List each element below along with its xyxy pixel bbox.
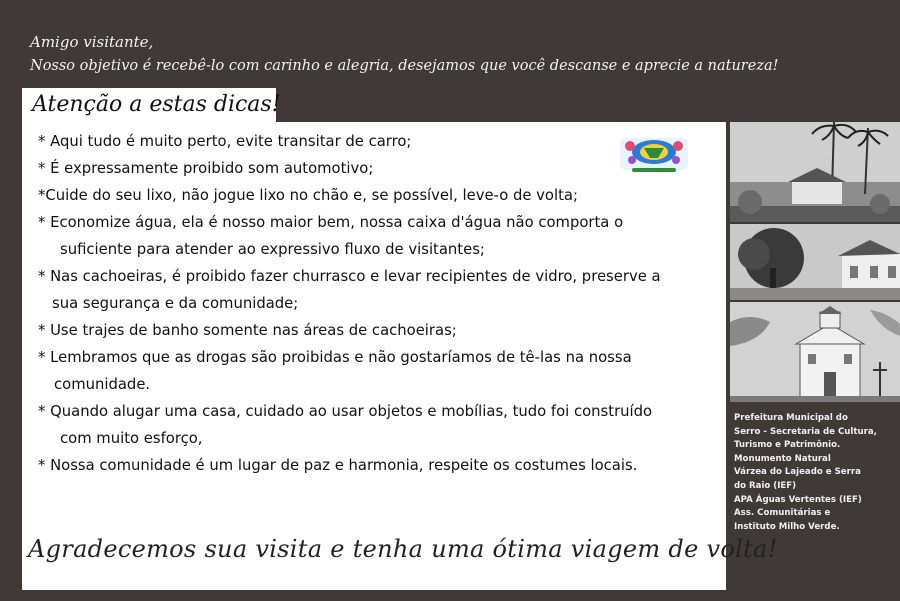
tip-text-continued: suficiente para atender ao expressivo fluxo de visitantes; [60,241,485,258]
credits-line: Serro - Secretaria de Cultura, [734,426,877,437]
white-church-photo [730,302,900,402]
credits-line: Turismo e Patrimônio. [734,440,841,451]
tip-item [38,128,718,155]
tip-item [38,344,718,398]
palm-trees-house-photo [730,122,900,222]
tips-list [38,128,718,479]
credits-line: do Raio (IEF) [734,480,797,491]
tip-item [38,263,718,317]
municipal-logo-icon [618,134,690,176]
tips-banner-title: Atenção a estas dicas! [32,92,281,117]
tip-text: * Economize água, ela é nosso maior bem, nossa caixa d'água não comporta o [38,214,624,231]
left-dark-band [0,0,22,601]
tip-item [38,209,718,263]
credits-line: Prefeitura Municipal do [734,413,848,423]
tip-text: * Nas cachoeiras, é proibido fazer churrasco e levar recipientes de vidro, preserve a [38,268,661,285]
credits-line: Instituto Milho Verde. [734,521,840,532]
greeting-line-1: Amigo visitante, [30,33,154,51]
tip-text: * Aqui tudo é muito perto, evite transitar de carro; [38,133,412,150]
tip-item [38,452,718,479]
tip-item [38,317,718,344]
tip-text: * Quando alugar uma casa, cuidado ao usar objetos e mobílias, tudo foi construído [38,403,653,420]
tip-text-continued: sua segurança e da comunidade; [52,295,299,312]
tip-item [38,155,718,182]
tip-text-continued: comunidade. [54,376,151,393]
tip-item [38,182,718,209]
credits-line: APA Águas Vertentes (IEF) [734,494,862,505]
credits-block [734,412,896,534]
closing-message: Agradecemos sua visita e tenha uma ótima viagem de volta! [28,535,778,563]
tip-text: * Nossa comunidade é um lugar de paz e harmonia, respeite os costumes locais. [38,457,638,474]
tip-text-continued: com muito esforço, [60,430,203,447]
tip-item [38,398,718,452]
bottom-dark-band [0,590,900,601]
credits-line: Ass. Comunitárias e [734,508,831,519]
tip-text: * É expressamente proibido som automotivo; [38,160,374,177]
credits-line: Monumento Natural [734,453,831,464]
tree-colonial-street-photo [730,224,900,300]
credits-line: Várzea do Lajeado e Serra [734,467,861,478]
tip-text: *Cuide do seu lixo, não jogue lixo no chão e, se possível, leve-o de volta; [38,187,578,204]
tip-text: * Lembramos que as drogas são proibidas e não gostaríamos de tê-las na nossa [38,349,632,366]
greeting-line-2: Nosso objetivo é recebê-lo com carinho e alegria, desejamos que você descanse e aprecie a natureza! [30,58,779,74]
tip-text: * Use trajes de banho somente nas áreas de cachoeiras; [38,322,457,339]
